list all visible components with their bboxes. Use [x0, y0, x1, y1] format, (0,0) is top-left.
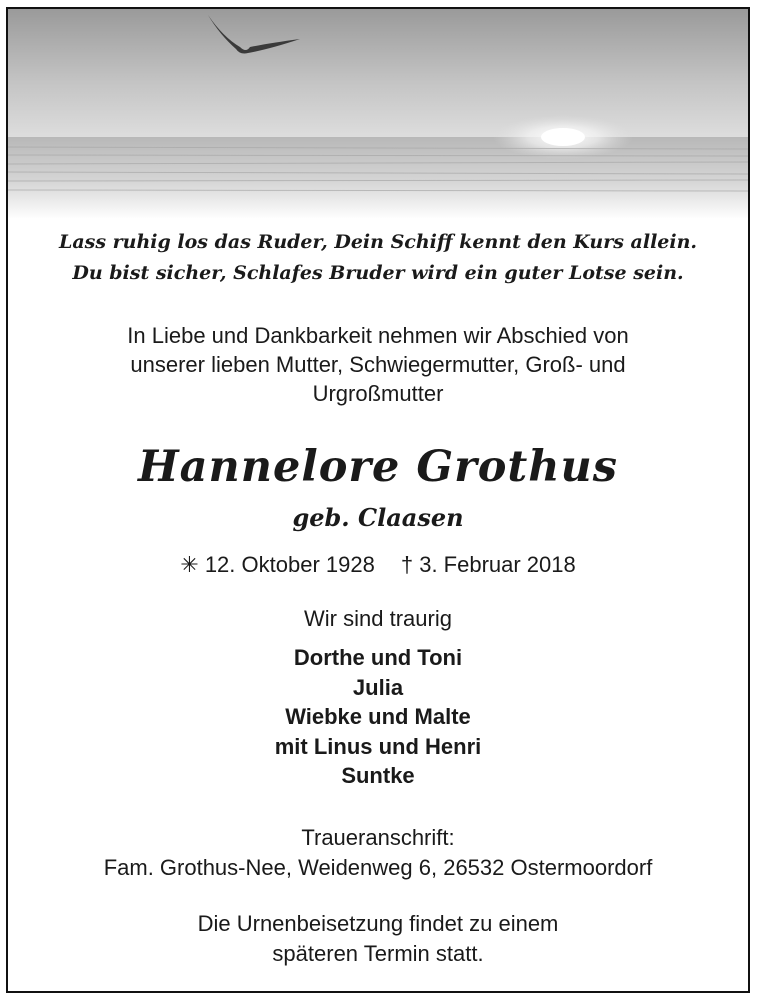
sea-sunset-image: [8, 9, 748, 219]
mourner-name: Wiebke und Malte: [285, 704, 471, 729]
intro-text: [8, 321, 748, 408]
intro-line-1: In Liebe und Dankbarkeit nehmen wir Abschied von: [127, 323, 629, 348]
mourning-address: [8, 823, 748, 883]
mourner-name: Dorthe und Toni: [293, 645, 463, 670]
life-dates: [8, 550, 748, 580]
maiden-name: geb. Claasen: [292, 503, 464, 532]
burial-note-line-1: Die Urnenbeisetzung findet zu einem: [197, 911, 559, 936]
address-value: Fam. Grothus-Nee, Weidenweg 6, 26532 Ostermoordorf: [103, 855, 653, 880]
birth-date: 12. Oktober 1928: [204, 552, 375, 577]
verse-line-2: Du bist sicher, Schlafes Bruder wird ein guter Lotse sein.: [72, 262, 684, 284]
mourner-name: Julia: [352, 674, 404, 700]
obituary-frame: [6, 7, 750, 993]
intro-line-3: Urgroßmutter: [312, 381, 444, 406]
burial-note-line-2: späteren Termin statt.: [272, 941, 484, 966]
verse: [8, 227, 748, 289]
birth-star-icon: ✳: [180, 552, 199, 577]
mourner-name: mit Linus und Henri: [274, 733, 482, 759]
mourner-name: Suntke: [341, 763, 415, 788]
death-cross-icon: †: [400, 552, 414, 577]
burial-note: [8, 909, 748, 969]
address-label: Traueranschrift:: [301, 825, 455, 850]
verse-line-1: Lass ruhig los das Ruder, Dein Schiff kennt den Kurs allein.: [58, 231, 698, 253]
mourners-intro: Wir sind traurig: [304, 606, 452, 631]
deceased-name: Hannelore Grothus: [137, 442, 619, 492]
mourners-list: [8, 643, 748, 791]
death-date: 3. Februar 2018: [419, 552, 576, 577]
intro-line-2: unserer lieben Mutter, Schwiegermutter, Groß- und: [130, 352, 626, 377]
